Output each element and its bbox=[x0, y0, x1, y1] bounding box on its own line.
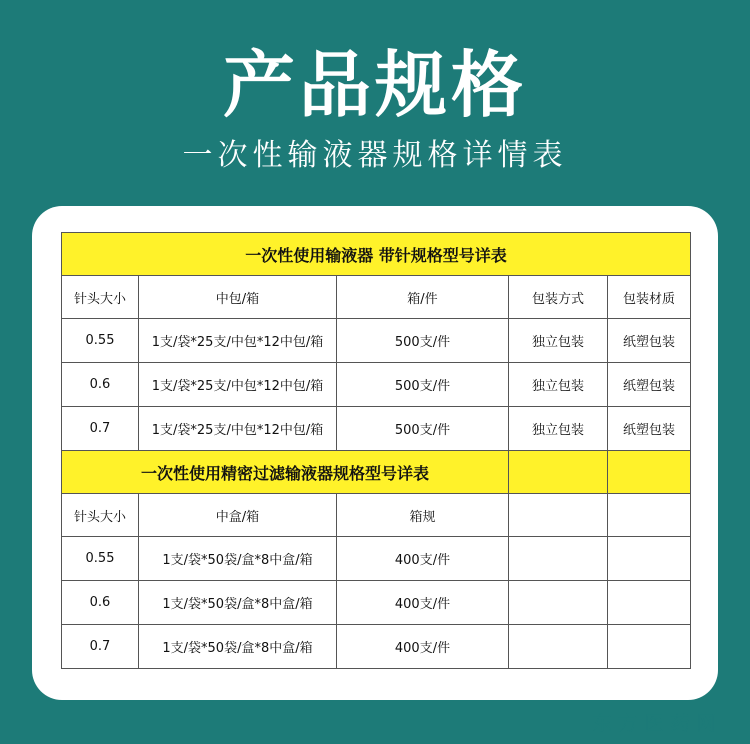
table-cell: 0.6 bbox=[62, 363, 139, 407]
column-header bbox=[509, 494, 608, 537]
table-cell: 500支/件 bbox=[337, 363, 509, 407]
spec-table bbox=[61, 232, 691, 669]
table-cell: 1支/袋*25支/中包*12中包/箱 bbox=[139, 407, 337, 451]
column-header: 箱规 bbox=[337, 494, 509, 537]
table-row bbox=[62, 363, 691, 407]
table-cell: 纸塑包装 bbox=[608, 363, 691, 407]
page-subtitle: 一次性输液器规格详情表 bbox=[182, 138, 568, 173]
table1-header-row bbox=[62, 276, 691, 319]
table1-title: 一次性使用输液器 带针规格型号详表 bbox=[62, 233, 691, 276]
column-header: 包装方式 bbox=[509, 276, 608, 319]
table-cell: 0.7 bbox=[62, 625, 139, 669]
table-cell: 0.7 bbox=[62, 407, 139, 451]
watermark: 东方医药网 bbox=[592, 711, 722, 735]
table2-title-blank-cell bbox=[509, 451, 608, 494]
table-cell: 400支/件 bbox=[337, 581, 509, 625]
column-header: 中包/箱 bbox=[139, 276, 337, 319]
table2-title: 一次性使用精密过滤输液器规格型号详表 bbox=[62, 451, 509, 494]
table-cell bbox=[608, 625, 691, 669]
column-header: 针头大小 bbox=[62, 494, 139, 537]
table-row bbox=[62, 537, 691, 581]
table-cell: 1支/袋*25支/中包*12中包/箱 bbox=[139, 363, 337, 407]
page-title: 产品规格 bbox=[222, 43, 527, 127]
table-row bbox=[62, 319, 691, 363]
table-cell: 1支/袋*25支/中包*12中包/箱 bbox=[139, 319, 337, 363]
table-row bbox=[62, 581, 691, 625]
table-cell bbox=[509, 581, 608, 625]
table2-title-blank-cell bbox=[608, 451, 691, 494]
table-row bbox=[62, 625, 691, 669]
column-header: 包装材质 bbox=[608, 276, 691, 319]
table-cell: 1支/袋*50袋/盒*8中盒/箱 bbox=[139, 625, 337, 669]
table-cell: 独立包装 bbox=[509, 363, 608, 407]
table-cell bbox=[608, 537, 691, 581]
table-cell bbox=[509, 625, 608, 669]
table-cell bbox=[608, 581, 691, 625]
table-row bbox=[62, 407, 691, 451]
column-header: 针头大小 bbox=[62, 276, 139, 319]
table-cell: 独立包装 bbox=[509, 319, 608, 363]
column-header: 中盒/箱 bbox=[139, 494, 337, 537]
table-cell: 400支/件 bbox=[337, 537, 509, 581]
table-cell: 500支/件 bbox=[337, 407, 509, 451]
table-cell: 纸塑包装 bbox=[608, 407, 691, 451]
table-cell: 0.55 bbox=[62, 537, 139, 581]
table-cell: 0.6 bbox=[62, 581, 139, 625]
table-cell: 1支/袋*50袋/盒*8中盒/箱 bbox=[139, 581, 337, 625]
table2-header-row bbox=[62, 494, 691, 537]
table-cell: 400支/件 bbox=[337, 625, 509, 669]
table-cell bbox=[509, 537, 608, 581]
table-cell: 500支/件 bbox=[337, 319, 509, 363]
table-cell: 纸塑包装 bbox=[608, 319, 691, 363]
column-header: 箱/件 bbox=[337, 276, 509, 319]
table-cell: 独立包装 bbox=[509, 407, 608, 451]
table1-title-row bbox=[62, 233, 691, 276]
table-cell: 0.55 bbox=[62, 319, 139, 363]
column-header bbox=[608, 494, 691, 537]
table2-title-row bbox=[62, 451, 691, 494]
table-cell: 1支/袋*50袋/盒*8中盒/箱 bbox=[139, 537, 337, 581]
